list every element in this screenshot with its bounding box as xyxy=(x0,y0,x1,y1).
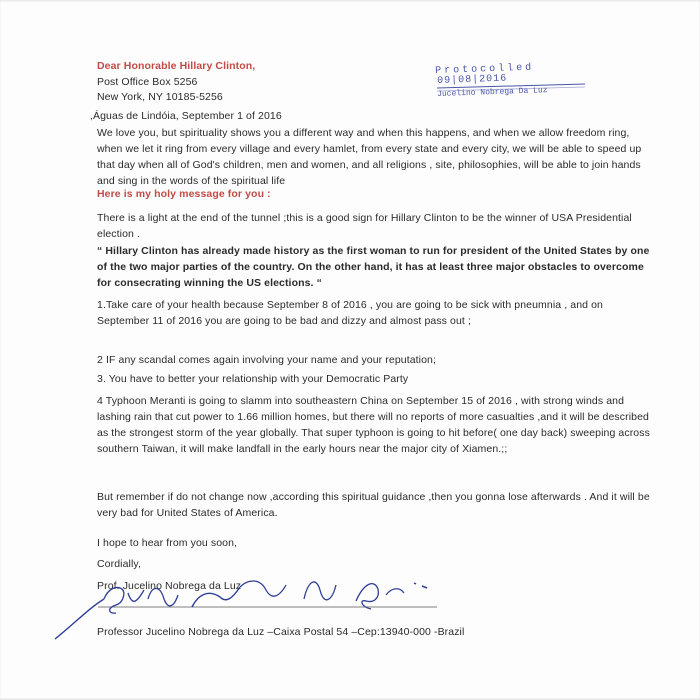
paragraph-light: There is a light at the end of the tunnel ;this is a good sign for Hillary Clinton to be the winner of USA Presidential election . xyxy=(97,212,632,240)
place-date: ,Águas de Lindóia, September 1 of 2016 xyxy=(90,110,282,122)
stamp-name: Jucelino Nobrega Da Luz xyxy=(437,86,548,99)
paragraph-intro: We love you, but spirituality shows you a different way and when this happens, and when we allow freedom ring, when we let it ring from every village and every hamlet, from every state and every city, we will be able to speed up that day when all of God's children, men and women, and all religions , site, philosophies, will be able to join hands and sing in the words of the spiritual life xyxy=(97,127,642,187)
scan-edge-top xyxy=(0,0,700,2)
stamp-date: 09|08|2016 xyxy=(437,73,508,87)
typhoon-paragraph: 4 Typhoon Meranti is going to slamm into southeastern China on September 15 of 2016 , with strong winds and lashing rain that cut power to 1.66 million homes, but there will no reports of more casualties ,and it will be described as the strongest storm of the year globally. That super typhoon is going to hit before( one day back) sweeping across southern Taiwan, it will make landfall in the early hours near the major city of Xiamen.;; xyxy=(97,395,650,455)
footer-address: Professor Jucelino Nobrega da Luz –Caixa Postal 54 –Cep:13940-000 -Brazil xyxy=(97,626,465,638)
obstacle-item-3: 3. You have to better your relationship with your Democratic Party xyxy=(97,373,409,385)
protocol-stamp xyxy=(435,62,605,106)
signer-name: Prof. Jucelino Nobrega da Luz xyxy=(97,580,242,592)
warning-paragraph: But remember if do not change now ,according this spiritual guidance ,then you gonna lose afterwards . And it will be very bad for United States of America. xyxy=(97,491,650,519)
section-heading: Here is my holy message for you : xyxy=(97,188,271,200)
address-line-2: New York, NY 10185-5256 xyxy=(97,91,223,103)
quote-paragraph: “ Hillary Clinton has already made history as the first woman to run for president of the United States by one of the two major parties of the country. On the other hand, it has at least three major obstacles to overcome for consecrating winning the US elections. “ xyxy=(97,245,650,289)
obstacle-item-1: 1.Take care of your health because September 8 of 2016 , you are going to be sick with pneumnia , and on September 11 of 2016 you are going to be bad and dizzy and almost pass out ; xyxy=(97,299,603,327)
obstacle-item-2: 2 IF any scandal comes again involving your name and your reputation; xyxy=(97,354,437,366)
salutation: Dear Honorable Hillary Clinton, xyxy=(97,60,256,72)
stamp-title: Protocolled xyxy=(435,62,535,77)
closing-hope: I hope to hear from you soon, xyxy=(97,537,238,549)
stamp-handwriting-mark xyxy=(435,66,605,106)
address-line-1: Post Office Box 5256 xyxy=(97,76,198,88)
closing-cordially: Cordially, xyxy=(97,558,141,570)
